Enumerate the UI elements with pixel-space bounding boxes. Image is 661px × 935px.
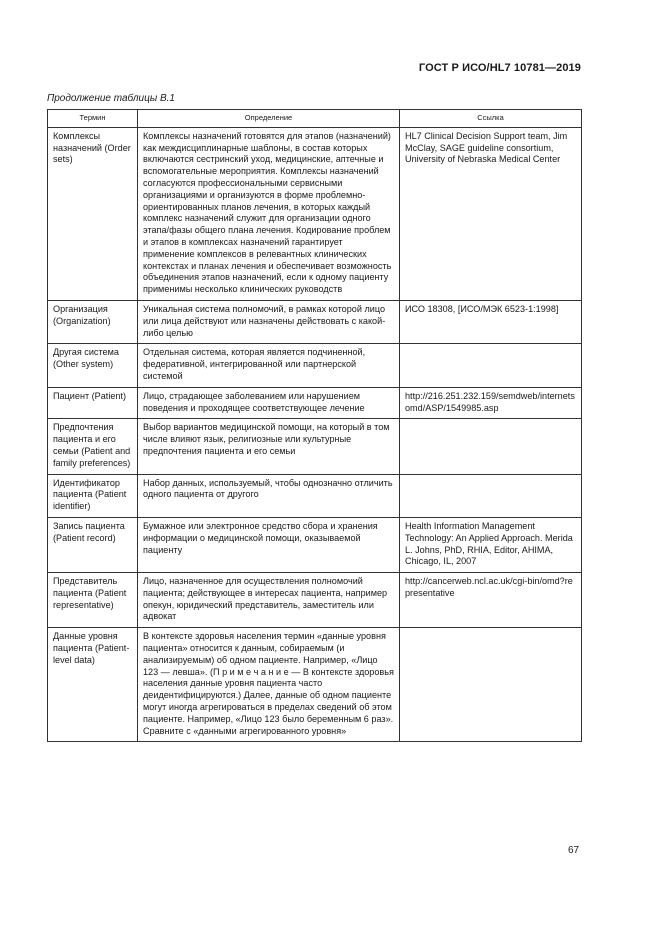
table-row [48, 344, 582, 387]
reference-cell [400, 419, 582, 474]
term-cell: Организация (Organization) [48, 300, 138, 343]
reference-cell: http://cancerweb.ncl.ac.uk/cgi-bin/omd?representative [400, 573, 582, 628]
term-cell: Запись пациента (Patient record) [48, 517, 138, 572]
term-cell: Комплексы назначений (Order sets) [48, 127, 138, 300]
table-row [48, 387, 582, 419]
reference-cell [400, 628, 582, 742]
table-header-row [48, 110, 582, 128]
table-row [48, 573, 582, 628]
definition-cell: Уникальная система полномочий, в рамках которой лицо или лица действуют или назначены действовать с какой-либо целью [138, 300, 400, 343]
terms-table [47, 109, 582, 742]
reference-cell: ИСО 18308, [ИСО/МЭК 6523-1:1998] [400, 300, 582, 343]
definition-cell: Набор данных, используемый, чтобы однозначно отличить одного пациента от другого [138, 474, 400, 517]
page-number: 67 [568, 845, 580, 856]
term-cell: Другая система (Other system) [48, 344, 138, 387]
definition-cell: Отдельная система, которая является подчиненной, федеративной, интегрированной или партнерской системой [138, 344, 400, 387]
table-row [48, 419, 582, 474]
definition-cell: Лицо, назначенное для осуществления полномочий пациента; действующее в интересах пациента, например опекун, юридический представитель, заместитель или адвокат [138, 573, 400, 628]
term-cell: Пациент (Patient) [48, 387, 138, 419]
reference-cell: http://216.251.232.159/semdweb/internetsomd/ASP/1549985.asp [400, 387, 582, 419]
column-header-reference: Ссылка [400, 110, 582, 128]
definition-cell: Комплексы назначений готовятся для этапов (назначений) как междисциплинарные шаблоны, в состав которых включаются сестринский уход, медицинские, аптечные и вспомогательные мероприятия. Комплексы назначений согласуются профессиональными сервисными организациями и организуются в форме проблемно-ориентированных планов лечения, в которых каждый комплекс назначений служит для организации одного этапа/фазы общего плана лечения. Кодирование проблем и этапов в комплексах назначений гарантирует применение комплексов в релевантных клинических контекстах и планах лечения и обеспечивает возможность объединения этапов назначений, если к одному пациенту применимы несколько клинических руководств [138, 127, 400, 300]
reference-cell [400, 344, 582, 387]
standard-designation: ГОСТ Р ИСО/HL7 10781—2019 [418, 62, 581, 74]
reference-cell: HL7 Clinical Decision Support team, Jim McClay, SAGE guideline consortium, University of Nebraska Medical Center [400, 127, 582, 300]
term-cell: Данные уровня пациента (Patient-level data) [48, 628, 138, 742]
column-header-definition: Определение [138, 110, 400, 128]
column-header-term: Термин [48, 110, 138, 128]
reference-cell: Health Information Management Technology: An Applied Approach. Merida L. Johns, PhD, RHIA, Editor, AHIMA, Chicago, IL, 2007 [400, 517, 582, 572]
table-row [48, 474, 582, 517]
definition-cell: В контексте здоровья населения термин «данные уровня пациента» относится к данным, собираемым (и анализируемым) об одном пациенте. Например, «Лицо 123 — левша». (П р и м е ч а н и е — В контексте здоровья населения данные уровня пациента часто деидентифицируются.) Далее, данные об одном пациенте могут иногда агрегироваться в пределах сведений об этом пациенте. Например, «Лицо 123 было беременным 6 раз». Сравните с «данными агрегированного уровня» [138, 628, 400, 742]
term-cell: Предпочтения пациента и его семьи (Patient and family preferences) [48, 419, 138, 474]
definition-cell: Выбор вариантов медицинской помощи, на который в том числе влияют язык, религиозные или культурные предпочтения пациента и его семьи [138, 419, 400, 474]
definition-cell: Лицо, страдающее заболеванием или нарушением поведения и проходящее соответствующее лечение [138, 387, 400, 419]
table-row [48, 127, 582, 300]
reference-cell [400, 474, 582, 517]
table-row [48, 300, 582, 343]
term-cell: Идентификатор пациента (Patient identifier) [48, 474, 138, 517]
table-caption: Продолжение таблицы В.1 [47, 93, 175, 104]
definition-cell: Бумажное или электронное средство сбора и хранения информации о медицинской помощи, оказываемой пациенту [138, 517, 400, 572]
term-cell: Представитель пациента (Patient representative) [48, 573, 138, 628]
table-row [48, 517, 582, 572]
table-row [48, 628, 582, 742]
